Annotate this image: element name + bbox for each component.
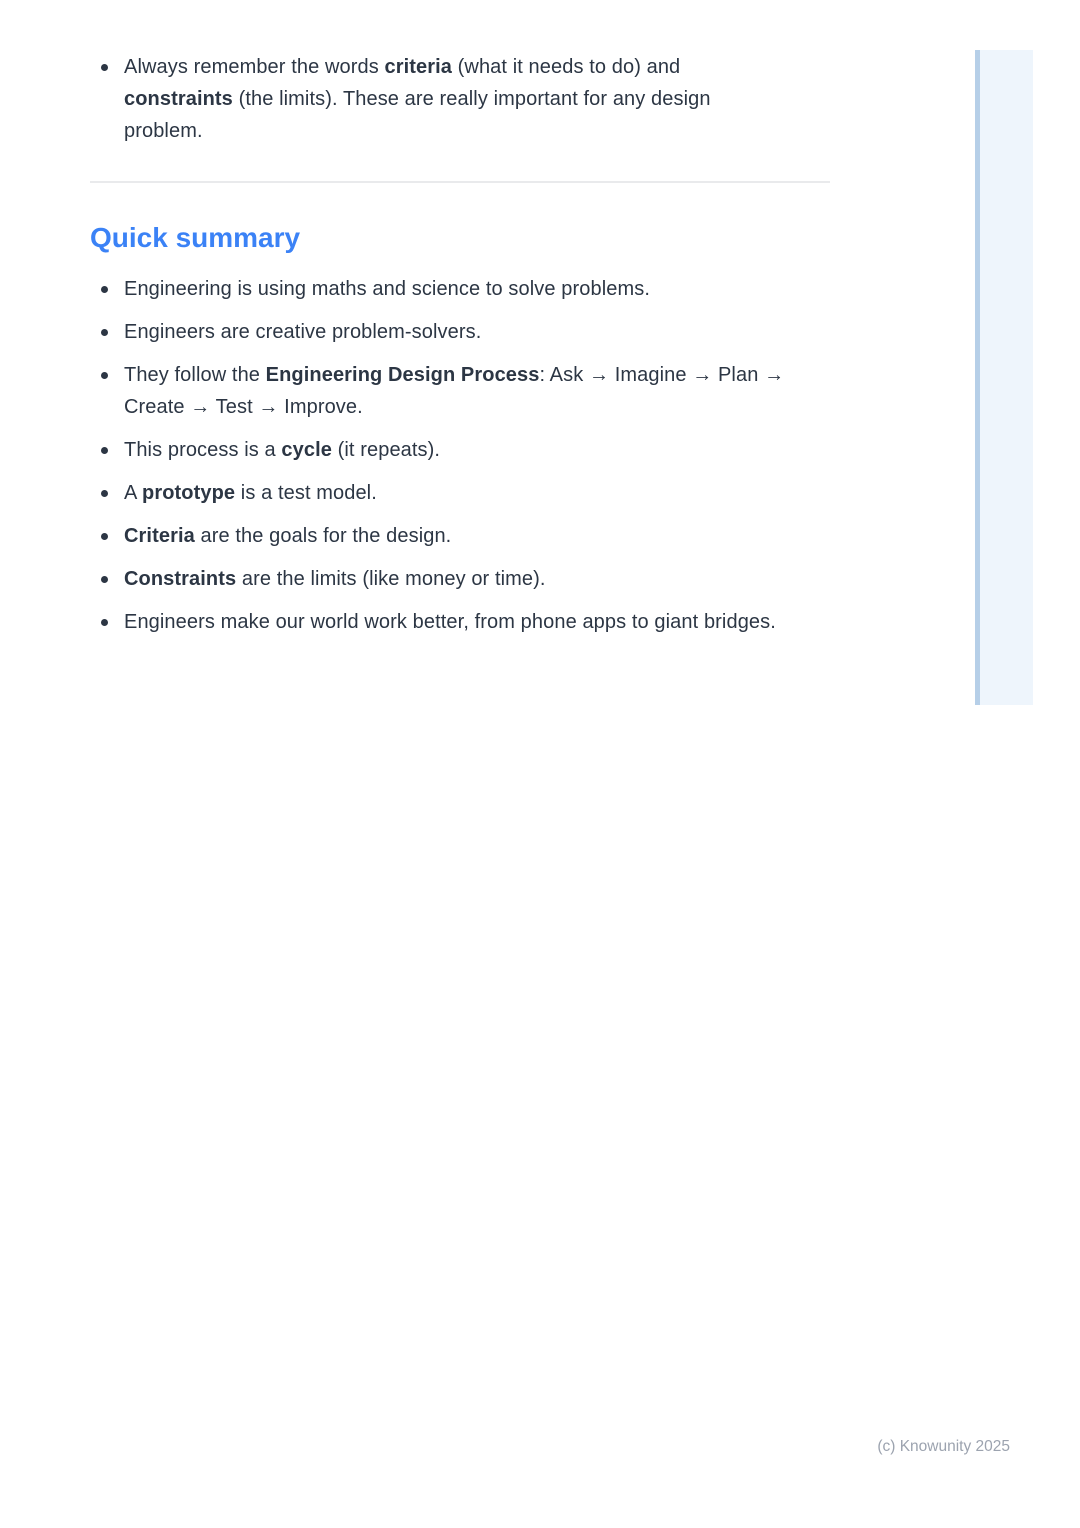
text-segment: Engineers are creative problem-solvers. (124, 321, 482, 343)
text-segment: Engineering is using maths and science to solve problems. (124, 278, 650, 300)
text-segment: This process is a (124, 439, 282, 461)
list-item (90, 563, 824, 595)
text-segment: are the limits (like money or time). (236, 568, 546, 590)
list-item (90, 520, 824, 552)
text-segment-bold: prototype (142, 482, 236, 504)
section-heading: Quick summary (90, 222, 301, 253)
summary-list (90, 273, 830, 638)
text-segment: They follow the (124, 364, 266, 386)
right-decoration-panel (975, 50, 1033, 705)
list-item (90, 316, 824, 348)
intro-list (90, 51, 830, 147)
text-segment: (the limits). These are really important for any design problem. (124, 88, 711, 142)
list-item (90, 606, 824, 638)
text-segment: Always remember the words (124, 56, 385, 78)
copyright-footer: (c) Knowunity 2025 (877, 1438, 1010, 1455)
text-segment-bold: cycle (281, 439, 332, 461)
text-segment: Engineers make our world work better, from phone apps to giant bridges. (124, 611, 776, 633)
text-segment: is a test model. (235, 482, 377, 504)
text-segment-bold: constraints (124, 88, 233, 110)
text-segment-bold: Engineering Design Process (265, 364, 540, 386)
list-item (90, 434, 824, 466)
list-item (90, 477, 824, 509)
text-segment: : Ask → Imagine → Plan → Create → Test → Improve. (124, 364, 785, 418)
document-content (90, 0, 830, 638)
text-segment: A (124, 482, 142, 504)
list-item (90, 51, 779, 147)
text-segment: (what it needs to do) and (451, 56, 681, 78)
list-item (90, 273, 824, 305)
section-divider (90, 181, 830, 183)
text-segment: are the goals for the design. (194, 525, 452, 547)
text-segment-bold: criteria (384, 56, 452, 78)
list-item (90, 359, 824, 423)
text-segment: (it repeats). (331, 439, 441, 461)
text-segment-bold: Criteria (124, 525, 195, 547)
text-segment-bold: Constraints (124, 568, 237, 590)
